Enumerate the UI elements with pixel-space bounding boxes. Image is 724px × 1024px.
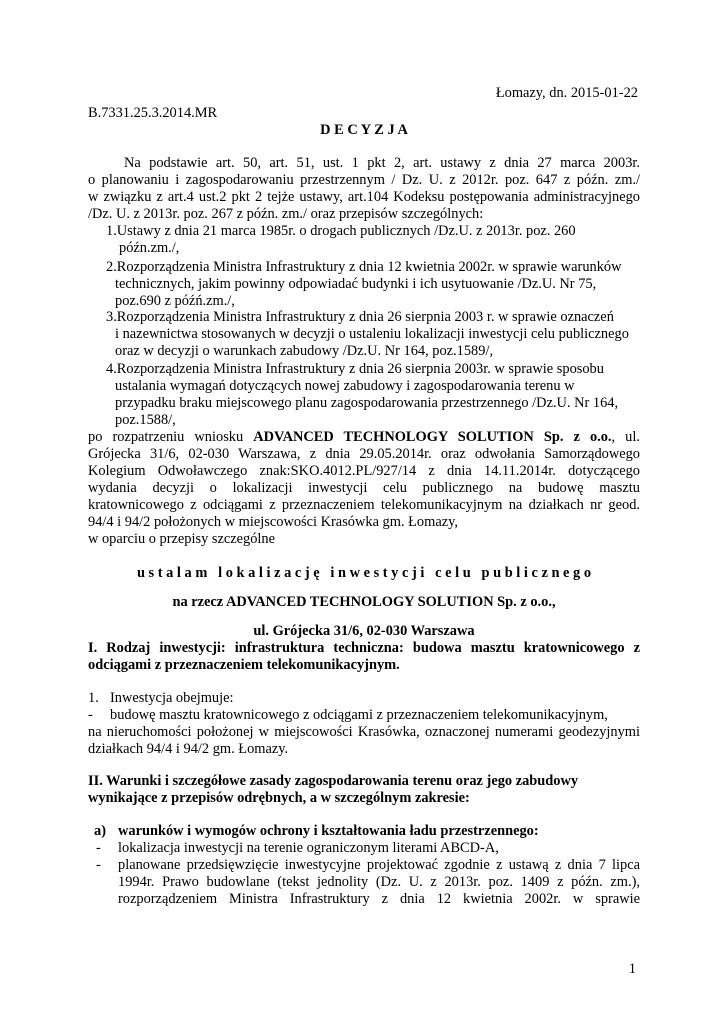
consideration-line-2: Grójecka 31/6, 02-030 Warszawa, z dnia 29.05.2014r. oraz odwołania Samorządowego — [88, 446, 640, 462]
consideration-line-6: 94/4 i 94/2 położonych w miejscowości Krasówka gm. Łomazy, — [88, 514, 458, 530]
intro-line-1: Na podstawie art. 50, art. 51, ust. 1 pkt 2, art. ustawy z dnia 27 marca 2003r. — [124, 155, 640, 171]
section-2-heading-line-1: II. Warunki i szczegółowe zasady zagospodarowania terenu oraz jego zabudowy — [88, 773, 579, 789]
page-number: 1 — [628, 961, 636, 977]
regulation-4-line-2: ustalania wymagań dotyczących nowej zabudowy i zagospodarowania terenu w — [115, 378, 575, 394]
consideration-line-7: w oparciu o przepisy szczególne — [88, 531, 276, 547]
decision-title: D E C Y Z J A — [320, 122, 408, 138]
place-date: Łomazy, dn. 2015-01-22 — [495, 85, 638, 101]
regulation-4-line-4: poz.1588/, — [115, 412, 176, 428]
regulation-2-line-2: technicznych, jakim powinny odpowiadać budynki i ich usytuowanie /Dz.U. Nr 75, — [115, 276, 597, 292]
section-1-item-line-1: budowę masztu kratownicowego z odciągami z przeznaczeniem telekomunikacyjnym, — [110, 707, 608, 723]
consideration-line-1 — [88, 429, 640, 446]
consideration-line-5: kratownicowego z odciągami z przeznaczeniem telekomunikacyjnym na działkach nr geod. — [88, 497, 640, 513]
bullet-2-line-1: planowane przedsięwzięcie inwestycyjne projektować zgodnie z ustawą z dnia 7 lipca — [118, 857, 640, 873]
regulation-4-line-3: przypadku braku miejscowego planu zagospodarowania przestrzennego /Dz.U. Nr 164, — [115, 395, 619, 411]
intro-line-3: w związku z art.4 ust.2 pkt 2 tejże ustawy, art.104 Kodeksu postępowania administracyjnego — [88, 189, 640, 205]
consideration-text: po rozpatrzeniu wniosku — [88, 429, 254, 445]
section-1-item-line-3: działkach 94/4 i 94/2 gm. Łomazy. — [88, 741, 289, 757]
consideration-line-4: wydania decyzji o lokalizacji inwestycji celu publicznego na budowę masztu — [88, 480, 640, 496]
bullet-1-dash: - — [96, 840, 101, 856]
bullet-1-text: lokalizacja inwestycji na terenie ograniczonym literami ABCD-A, — [118, 840, 499, 856]
regulation-1-line-2: późn.zm./, — [119, 240, 180, 256]
beneficiary-address: ul. Grójecka 31/6, 02-030 Warszawa — [253, 623, 475, 639]
bullet-2-line-3: rozporządzeniem Ministra Infrastruktury z dnia 12 kwietnia 2002r. w sprawie — [118, 891, 640, 907]
regulation-3-line-2: i nazewnictwa stosowanych w decyzji o ustaleniu lokalizacji inwestycji celu publicznego — [115, 326, 629, 342]
applicant-name: ADVANCED TECHNOLOGY SOLUTION Sp. z o.o. — [253, 429, 612, 445]
regulation-3-line-3: oraz w decyzji o warunkach zabudowy /Dz.U. Nr 164, poz.1589/, — [115, 343, 494, 359]
regulation-4-line-1: 4.Rozporządzenia Ministra Infrastruktury z dnia 26 sierpnia 2003r. w sprawie sposobu — [106, 361, 604, 377]
consideration-line-3: Kolegium Odwoławczego znak:SKO.4012.PL/927/14 z dnia 14.11.2014r. dotyczącego — [88, 463, 640, 479]
bullet-2-line-2: 1994r. Prawo budowlane (tekst jednolity (Dz. U. z 2013r. poz. 1409 z późn. zm.), — [118, 874, 640, 890]
establish-heading: u s t a l a m l o k a l i z a c j ę i n w e s t y c j i c e l u p u b l i c z n e g o — [136, 565, 592, 581]
regulation-1-line-1: 1.Ustawy z dnia 21 marca 1985r. o drogach publicznych /Dz.U. z 2013r. poz. 260 — [106, 223, 576, 239]
bullet-2-dash: - — [96, 857, 101, 873]
section-1-heading-line-1: I. Rodzaj inwestycji: infrastruktura techniczna: budowa masztu kratownicowego z — [88, 640, 640, 656]
section-1-item-label: Inwestycja obejmuje: — [110, 690, 234, 706]
section-1-item-line-2: na nieruchomości położonej w miejscowości Krasówka, oznaczonej numerami geodezyjnymi — [88, 724, 640, 740]
regulation-2-line-3: poz.690 z późń.zm./, — [115, 293, 235, 309]
subsection-a-letter: a) — [94, 823, 106, 839]
section-1-item-number: 1. — [88, 690, 99, 706]
regulation-2-line-1: 2.Rozporządzenia Ministra Infrastruktury z dnia 12 kwietnia 2002r. w sprawie warunków — [106, 259, 622, 275]
intro-line-2: o planowaniu i zagospodarowaniu przestrzennym / Dz. U. z 2012r. poz. 647 z późn. zm./ — [88, 172, 640, 188]
regulation-3-line-1: 3.Rozporządzenia Ministra Infrastruktury z dnia 26 sierpnia 2003 r. w sprawie oznaczeń — [106, 309, 614, 325]
section-1-heading-line-2: odciągami z przeznaczeniem telekomunikacyjnym. — [88, 657, 400, 673]
section-2-heading-line-2: wynikające z przepisów odrębnych, a w szczególnym zakresie: — [88, 790, 470, 806]
subsection-a-label: warunków i wymogów ochrony i kształtowania ładu przestrzennego: — [118, 823, 539, 839]
case-number: B.7331.25.3.2014.MR — [88, 105, 218, 121]
beneficiary-line: na rzecz ADVANCED TECHNOLOGY SOLUTION Sp. z o.o., — [172, 594, 556, 610]
section-1-dash: - — [88, 707, 93, 723]
consideration-text-end: , ul. — [611, 429, 640, 445]
intro-line-4: /Dz. U. z 2013r. poz. 267 z późn. zm./ oraz przepisów szczególnych: — [88, 206, 484, 222]
